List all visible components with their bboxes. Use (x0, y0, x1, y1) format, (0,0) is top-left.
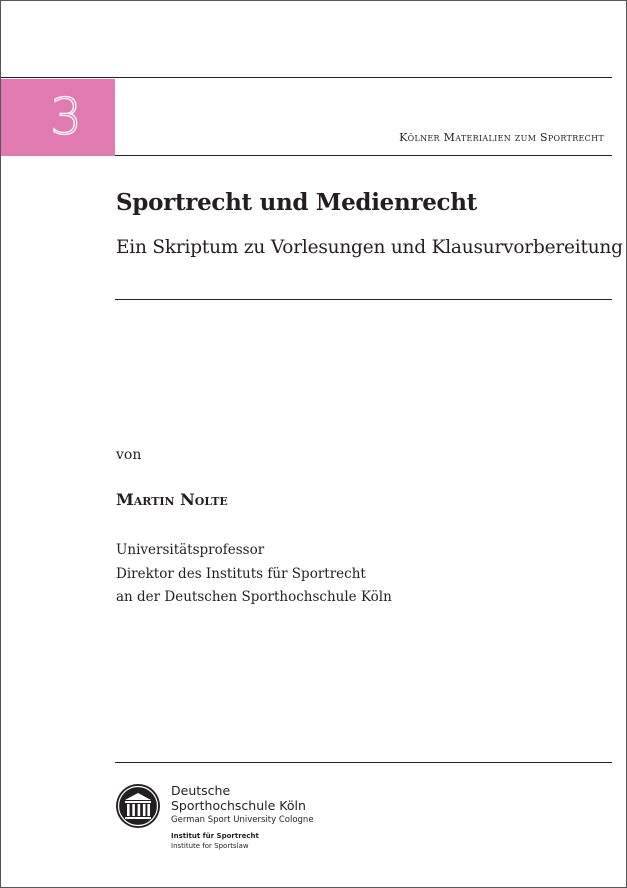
institute-name-german: Institut für Sportrecht (171, 832, 259, 840)
publisher-name-line-1: Deutsche (171, 783, 231, 798)
title-rule (115, 299, 612, 300)
affiliation-line: an der Deutschen Sporthochschule Köln (116, 589, 392, 605)
affiliation-line: Universitätsprofessor (116, 542, 265, 558)
affiliation-line: Direktor des Instituts für Sportrecht (116, 565, 366, 582)
publisher-name-english: German Sport University Cologne (171, 815, 314, 825)
footer-rule (115, 762, 612, 763)
author-affiliation (116, 539, 392, 610)
header-rule (115, 155, 612, 156)
top-rule (1, 77, 612, 78)
university-columns-logo-icon (115, 783, 161, 829)
series-number: 3 (50, 88, 82, 146)
publisher-name-line-2: Sporthochschule Köln (171, 798, 306, 813)
author-name: Martin Nolte (116, 490, 228, 509)
book-subtitle: Ein Skriptum zu Vorlesungen und Klausurvorbereitung (116, 237, 623, 258)
institute-name-english: Institute for Sportslaw (171, 842, 249, 850)
by-label: von (116, 447, 142, 463)
book-title: Sportrecht und Medienrecht (116, 189, 477, 216)
series-color-band (1, 79, 115, 156)
series-title: Kölner Materialien zum Sportrecht (399, 131, 604, 144)
